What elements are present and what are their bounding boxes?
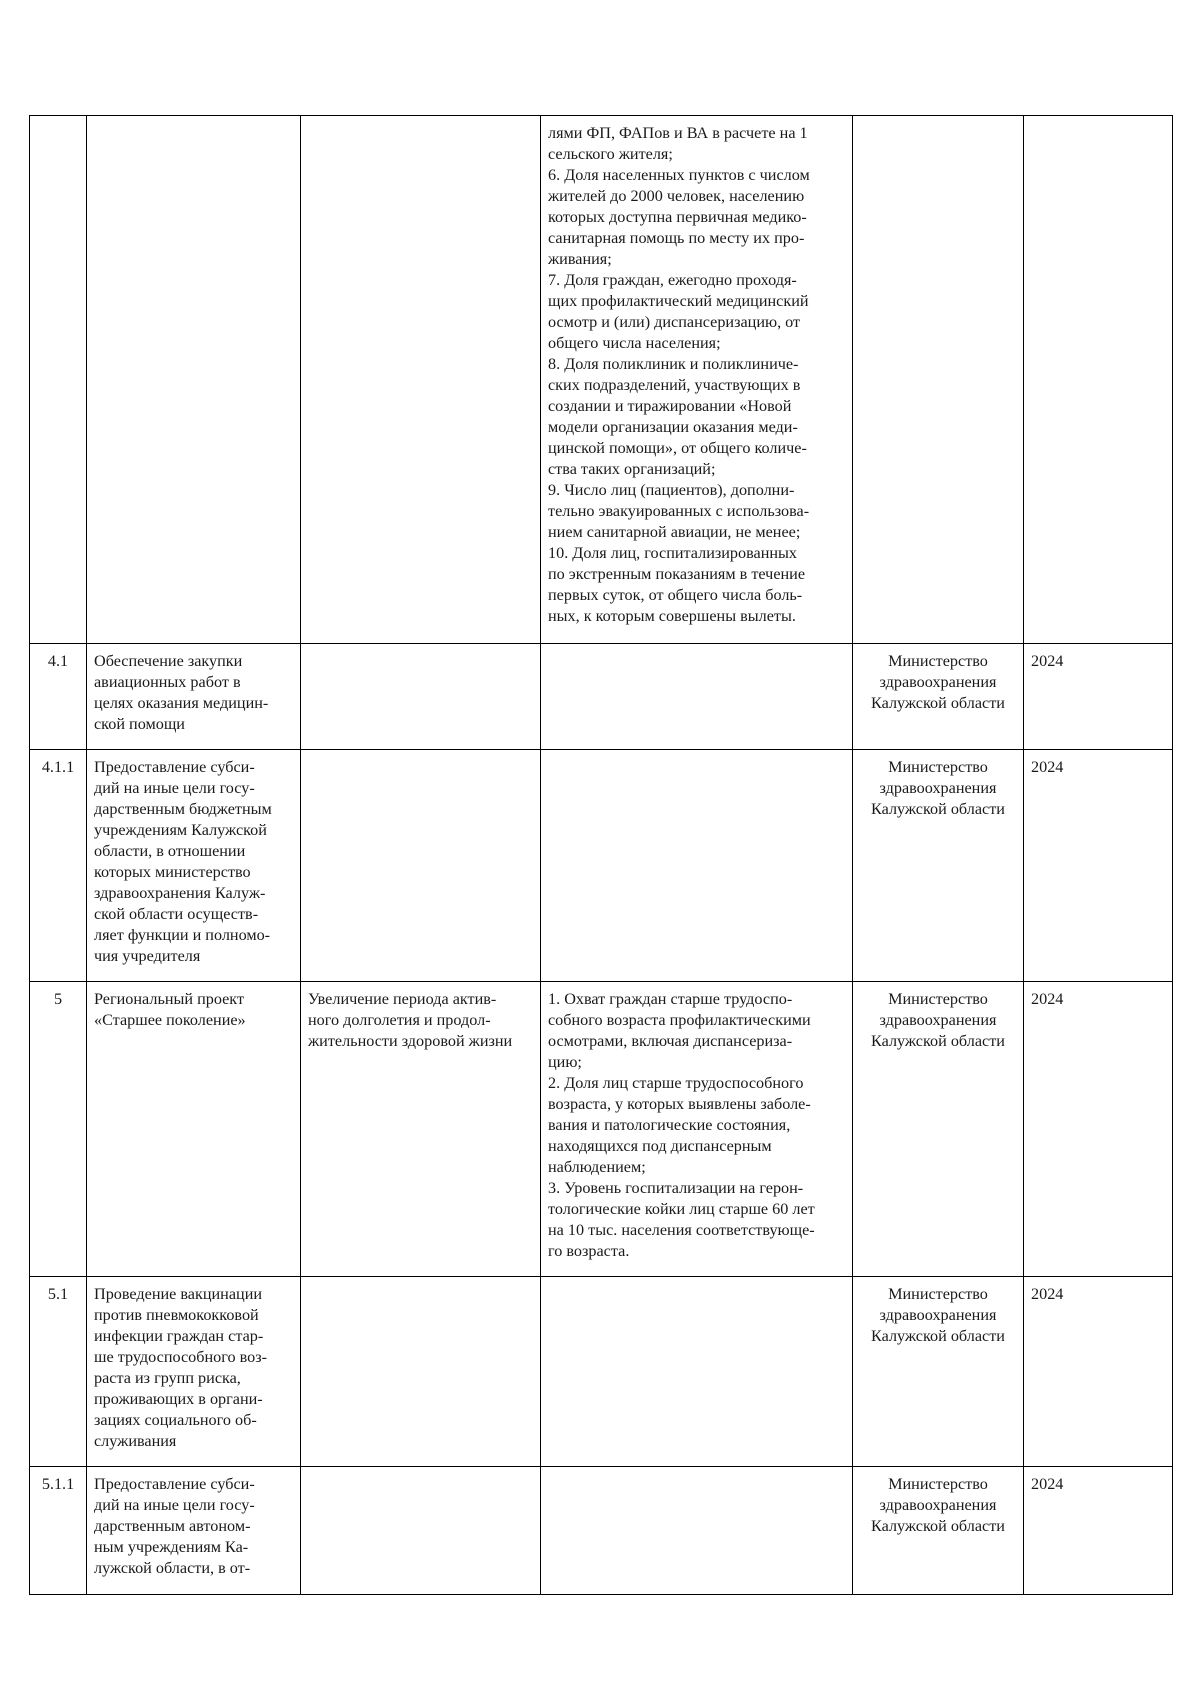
goal-cell	[301, 750, 541, 982]
responsible-cell: Министерство здравоохранения Калужской области	[853, 982, 1024, 1277]
table-row	[30, 1277, 1173, 1467]
responsible-cell	[853, 116, 1024, 644]
responsible-cell: Министерство здравоохранения Калужской области	[853, 750, 1024, 982]
activity-name-cell: Предоставление субси- дий на иные цели госу- дарственным бюджетным учреждениям Калужской области, в отношении которых министерство здравоохранения Калуж- ской области осуществ- ляет функции и полномо- чия учредителя	[87, 750, 301, 982]
row-number-cell: 5.1	[30, 1277, 87, 1467]
indicators-cell	[541, 750, 853, 982]
year-cell: 2024	[1024, 750, 1173, 982]
row-number-cell: 4.1.1	[30, 750, 87, 982]
indicators-cell: 1. Охват граждан старше трудоспо- собного возраста профилактическими осмотрами, включая диспансеризa- цию; 2. Доля лиц старше трудоспособного возраста, у которых выявлены заболе- вания и патологические состояния, находящихся под диспансерным наблюдением; 3. Уровень госпитализации на герон- тологические койки лиц старше 60 лет на 10 тыс. населения соответствующе- го возраста.	[541, 982, 853, 1277]
row-number-cell	[30, 116, 87, 644]
goal-cell	[301, 1277, 541, 1467]
table-row	[30, 116, 1173, 644]
goal-cell	[301, 644, 541, 750]
indicators-cell	[541, 644, 853, 750]
table-row	[30, 644, 1173, 750]
row-number-cell: 5	[30, 982, 87, 1277]
year-cell: 2024	[1024, 982, 1173, 1277]
row-number-cell: 4.1	[30, 644, 87, 750]
indicators-cell	[541, 1277, 853, 1467]
activity-name-cell: Предоставление субси- дий на иные цели госу- дарственным автоном- ным учреждениям Ка- лужской области, в от-	[87, 1467, 301, 1595]
row-number-cell: 5.1.1	[30, 1467, 87, 1595]
activity-name-cell: Проведение вакцинации против пневмококковой инфекции граждан стар- ше трудоспособного воз- раста из групп риска, проживающих в органи- зациях социального об- служивания	[87, 1277, 301, 1467]
table-row	[30, 750, 1173, 982]
activity-name-cell: Региональный проект «Старшее поколение»	[87, 982, 301, 1277]
responsible-cell: Министерство здравоохранения Калужской области	[853, 1467, 1024, 1595]
program-activities-table	[29, 115, 1173, 1595]
year-cell: 2024	[1024, 644, 1173, 750]
year-cell: 2024	[1024, 1467, 1173, 1595]
indicators-cell: лями ФП, ФАПов и ВА в расчете на 1 сельского жителя; 6. Доля населенных пунктов с числом жителей до 2000 человек, населению которых доступна первичная медико- санитарная помощь по месту их про- живания; 7. Доля граждан, ежегодно проходя- щих профилактический медицинский осмотр и (или) диспансеризацию, от общего числа населения; 8. Доля поликлиник и поликлиниче- ских подразделений, участвующих в создании и тиражировании «Новой модели организации оказания меди- цинской помощи», от общего количе- ства таких организаций; 9. Число лиц (пациентов), дополни- тельно эвакуированных с использова- нием санитарной авиации, не менее; 10. Доля лиц, госпитализированных по экстренным показаниям в течение первых суток, от общего числа боль- ных, к которым совершены вылеты.	[541, 116, 853, 644]
responsible-cell: Министерство здравоохранения Калужской области	[853, 1277, 1024, 1467]
year-cell: 2024	[1024, 1277, 1173, 1467]
goal-cell: Увеличение периода актив- ного долголетия и продол- жительности здоровой жизни	[301, 982, 541, 1277]
activity-name-cell	[87, 116, 301, 644]
table-row	[30, 982, 1173, 1277]
goal-cell	[301, 1467, 541, 1595]
indicators-cell	[541, 1467, 853, 1595]
activity-name-cell: Обеспечение закупки авиационных работ в целях оказания медицин- ской помощи	[87, 644, 301, 750]
goal-cell	[301, 116, 541, 644]
responsible-cell: Министерство здравоохранения Калужской области	[853, 644, 1024, 750]
year-cell	[1024, 116, 1173, 644]
table-row	[30, 1467, 1173, 1595]
